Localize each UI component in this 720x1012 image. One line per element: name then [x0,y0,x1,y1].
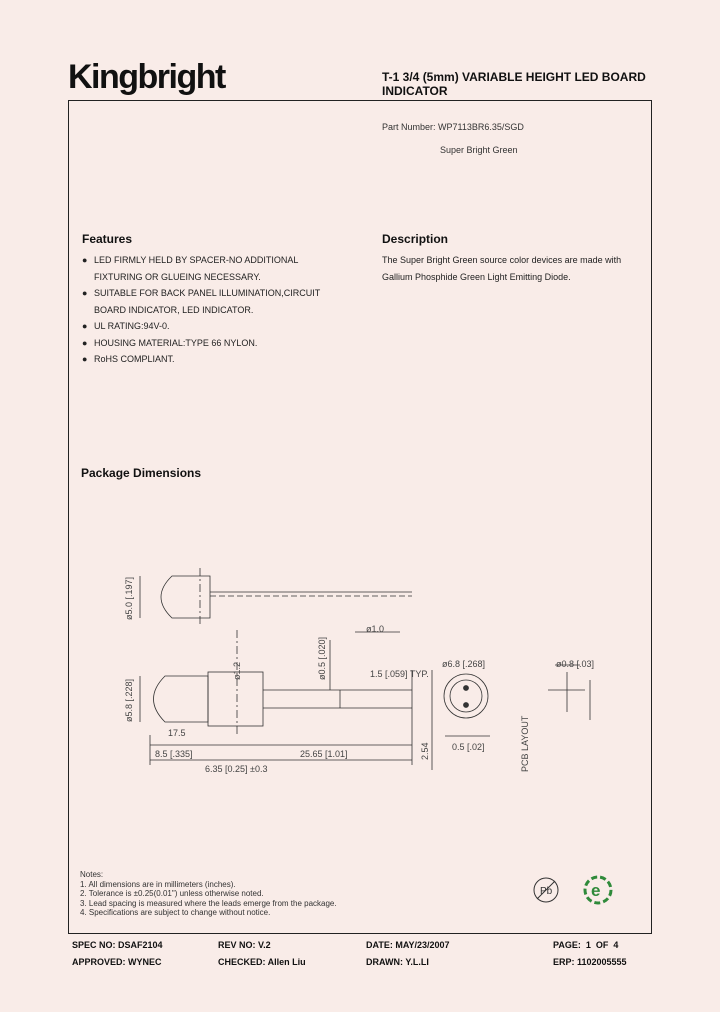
part-color: Super Bright Green [440,145,518,155]
drawn: DRAWN: Y.L.LI [366,957,429,967]
dim-label: ø1.0 [366,624,385,634]
dim-label: 2.54 [420,742,430,760]
dim-label: 0.5 [.02] [452,742,485,752]
dim-label: ø5.8 [.228] [124,678,134,722]
dim-label: 17.5 [168,728,186,738]
pb-free-mark [534,878,558,902]
description-heading: Description [382,232,449,246]
note-line: 4. Specifications are subject to change without notice. [80,908,271,917]
approved: APPROVED: WYNEC [72,957,162,967]
dim-label: 25.65 [1.01] [300,749,348,759]
dim-label: 6.35 [0.25] ±0.3 [205,764,268,774]
feature-item: ● LED FIRMLY HELD BY SPACER-NO ADDITIONAL FIXTURING OR GLUEING NECESSARY. [82,255,299,282]
feature-item: ● HOUSING MATERIAL:TYPE 66 NYLON. [82,337,258,348]
dim-label: ø0.8 [.03] [556,659,595,669]
feature-item: ● RoHS COMPLIANT. [82,354,175,364]
page-number: PAGE: 1 OF 4 [553,940,619,950]
title-line-1: T-1 3/4 (5mm) VARIABLE HEIGHT LED BOARD [382,70,646,84]
note-line: 3. Lead spacing is measured where the leads emerge from the package. [80,898,337,908]
date: DATE: MAY/23/2007 [366,940,450,950]
svg-text:e: e [591,881,601,900]
note-line: 2. Tolerance is ±0.25(0.01") unless otherwise noted. [80,889,264,898]
notes-title: Notes: [80,870,104,879]
checked: CHECKED: Allen Liu [218,957,306,967]
erp: ERP: 1102005555 [553,957,627,967]
kingbright-logo: Kingbright [68,58,225,96]
dim-label: ø5.0 [.197] [124,576,134,620]
features-heading: Features [82,232,133,246]
dim-label: ø6.8 [.268] [442,659,486,669]
dim-label: 8.5 [.335] [155,749,193,759]
svg-text:Pb: Pb [540,886,553,897]
dim-label: ø0.5 [.020] [317,636,327,680]
description-line-2: Gallium Phosphide Green Light Emitting Diode. [382,271,571,282]
part-number: Part Number: WP7113BR6.35/SGD [382,122,524,132]
dim-label: ø1.2 [232,661,242,680]
spec-no: SPEC NO: DSAF2104 [72,940,163,950]
description-line-1: The Super Bright Green source color devices are made with [382,255,622,265]
package-heading: Package Dimensions [81,466,202,480]
dim-label: 1.5 [.059] TYP. [370,669,429,679]
note-line: 1. All dimensions are in millimeters (inches). [80,879,236,889]
rohs-mark [585,877,611,903]
title-line-2: INDICATOR [382,84,448,98]
dim-label: PCB LAYOUT [520,715,530,772]
feature-item: ● UL RATING:94V-0. [82,321,170,331]
rev-no: REV NO: V.2 [218,940,271,950]
notes [80,870,337,918]
feature-item: ● SUITABLE FOR BACK PANEL ILLUMINATION,CIRCUIT BOARD INDICATOR, LED INDICATOR. [82,288,321,315]
